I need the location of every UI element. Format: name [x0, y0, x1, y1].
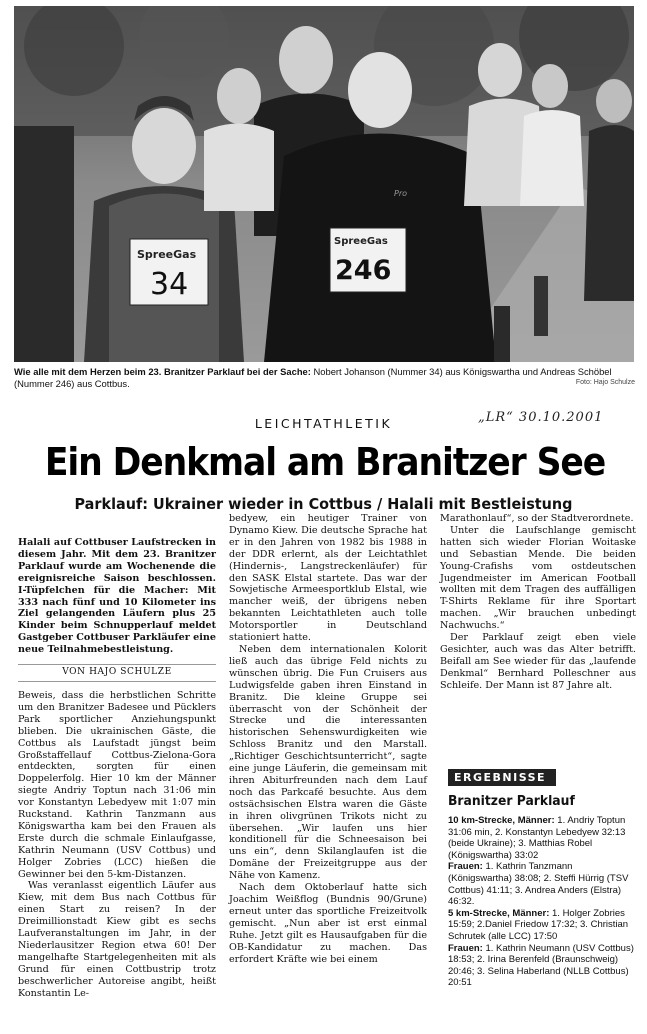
article-column-1	[18, 537, 216, 1000]
results-box	[448, 769, 636, 989]
paragraph: Marathonlauf“, so der Stadtverordnete.	[440, 513, 634, 524]
runners-photo-graphic	[14, 6, 634, 362]
photo-caption	[14, 366, 636, 390]
results-text: 1. Kathrin Tanzmann (Königswartha) 38:08; 2. Steffi Hürrig (TSV Cottbus) 41:11; 3. Andrea Anders (Elstra) 46:32.	[448, 861, 629, 908]
paragraph: bedyew, ein heutiger Trainer von Dynamo Kiew. Die deutsche Sprache hat er in den Jahren von 1982 bis 1988 in der DDR erlernt, als der Leichtathlet (Hindernis-, Langstreckenläufer) für den SASK Elstal startete. Das war der Sowjetische Armeesportklub Elstal, wie mancher weiß, der übrigens neben bekannten Leichtathleten auch tolle Motorsportler in Deutschland stationiert hatte.	[229, 513, 427, 644]
paragraph: Nach dem Oktoberlauf hatte sich Joachim Weißflog (Bundnis 90/Grune) erneut unter das sportliche Freizeitvolk gemischt. „Nun aber ist erst einmal Ruhe. Jetzt gilt es Hausaufgaben für die OB-Kandidatur zu machen. Das erfordert Kräfte wie bei einem	[229, 882, 427, 965]
runners-photo	[14, 6, 634, 362]
results-entry	[448, 815, 636, 861]
article-column-2	[229, 513, 427, 965]
article-intro: Halali auf Cottbuser Laufstrecken in diesem Jahr. Mit dem 23. Branitzer Parklauf wurde am Wochenende die ereignisreiche Saison beschlossen. I-Tüpfelchen für die Macher: Mit 333 nach fünf und 10 Kilometer ins Ziel gelangenden Läufern plus 25 Kinder beim Schnupperlauf meldet Gastgeber Cottbuser Parkläufer eine neue Teilnahmebestleistung.	[18, 537, 216, 656]
article-column-3	[440, 513, 636, 692]
shirt-logo: Pro	[394, 189, 408, 198]
photo-credit: Foto: Hajo Schulze	[575, 379, 635, 386]
results-title: Branitzer Parklauf	[448, 794, 575, 809]
bib-246-number: 246	[335, 255, 392, 286]
results-entry	[448, 908, 636, 943]
results-heading: 10 km-Strecke, Männer:	[448, 815, 555, 826]
paragraph: Was veranlasst eigentlich Läufer aus Kiew, mit dem Bus nach Cottbus für einen Start zu reisen? In der Dreimillionstadt Kiew gibt es sechs Laufveranstaltungen im Jahr, in der Niederlausitzer Region etwa 60! Der mangelhafte Startgelegenheiten mit als Grund für einen Cottbustrip trotz beschwerlicher Autoreise angibt, heißt Konstantin Le-	[18, 880, 216, 999]
results-heading: Frauen:	[448, 942, 483, 954]
results-entry	[448, 861, 636, 907]
handwritten-date-note: „LR“ 30.10.2001	[478, 410, 604, 425]
results-text: 1. Holger Zobries 15:59; 2.Daniel Friedow 17:32; 3. Christian Schrutek (alle LCC) 17:50	[448, 907, 629, 942]
bib-34-sponsor: SpreeGas	[137, 248, 197, 261]
results-entry	[448, 943, 636, 989]
caption-lead: Wie alle mit dem Herzen beim 23. Branitzer Parklauf bei der Sache:	[14, 366, 311, 377]
results-label: ERGEBNISSE	[448, 769, 556, 786]
results-text: 1. Kathrin Neumann (USV Cottbus) 18:53; 2. Irina Berenfeld (Braunschweig) 20:46; 3. Selina Haberland (NLLB Cottbus) 20:51	[448, 942, 634, 989]
results-heading: 5 km-Strecke, Männer:	[448, 907, 550, 919]
headline: Ein Denkmal am Branitzer See	[44, 440, 606, 484]
section-kicker: LEICHTATHLETIK	[254, 416, 393, 431]
paragraph: Der Parklauf zeigt eben viele Gesichter, auch was das Alter betrifft. Beifall am See wieder für das „laufende Denkmal“ Bernhard Polleschner aus Schleife. Der Mann ist 87 Jahre alt.	[440, 632, 636, 691]
paragraph: Unter die Laufschlange gemischt hatten sich wieder Florian Woitaske und Sebastian Mende. Die beiden Young-Crafishs vom ostdeutschen Jugendmeister im American Football wollten mit dem Tragen des auffälligen T-Shirts Reklame für ihre Sportart machen. „Wir brauchen unbedingt Nachwuchs.“	[440, 524, 636, 632]
paragraph: Beweis, dass die herbstlichen Schritte um den Branitzer Badesee und Pücklers Park sportlicher Anziehungspunkt blieben. Die ukrainischen Gäste, die Cottbus als Laufstadt jüngst beim Großstaffellauf Cottbus-Zielona-Gora entdeckten, sorgten für einen Doppelerfolg. Hier 10 km der Männer siegte Andriy Toptun nach 31:06 min vor Konstantyn Lebedyew mit 1:07 min Ruckstand. Kathrin Tanzmann aus Königswartha kam bei den Frauen als Erste durch die schmale Einlaufgasse, Kathrin Neumann (USV Cottbus) und Holger Zobries (LCC) hießen die Gewinner bei den 5-km-Distanzen.	[18, 689, 216, 880]
bib-34-number: 34	[150, 267, 189, 302]
caption-text: Nobert Johanson (Nummer 34) aus Königswartha und Andreas Schöbel (Nummer 246) aus Cottbus.	[14, 366, 612, 389]
author-byline: VON HAJO SCHULZE	[18, 664, 216, 682]
subheadline: Parklauf: Ukrainer wieder in Cottbus / Halali mit Bestleistung	[74, 495, 573, 513]
paragraph: Neben dem internationalen Kolorit ließ auch das übrige Feld nichts zu wünschen übrig. Die Fun Cruisers aus Ludwigsfelde gaben ihren Einstand in Branitz. Die kleine Gruppe sei überrascht von der Schönheit der Strecke und die interessanten historischen Sehenswurdigkeiten wie Schloss Branitz und den Marstall. „Richtiger Geschichtsunterricht“, sagte eine junge Läuferin, die gemeinsam mit ihren Abiturfreunden nach dem Lauf noch das Parkcafé besuchte. Aus dem ostsächsischen Elstra waren die Gäste in ihren olivgrünen Trikots nicht zu übersehen. „Wir laufen uns hier konditionell für die Schneesaison bei uns ein“, denn Skilanglaufen ist die Domäne der Freizeitgruppe aus der Nähe von Kamenz.	[229, 643, 427, 882]
bib-246-sponsor: SpreeGas	[334, 236, 388, 247]
results-text: 1. Andriy Toptun 31:06 min, 2. Konstantyn Lebedyew 32:13 (beide Ukraine); 3. Matthias Robel (Königswartha) 33:02	[448, 815, 626, 861]
results-heading: Frauen:	[448, 861, 483, 873]
